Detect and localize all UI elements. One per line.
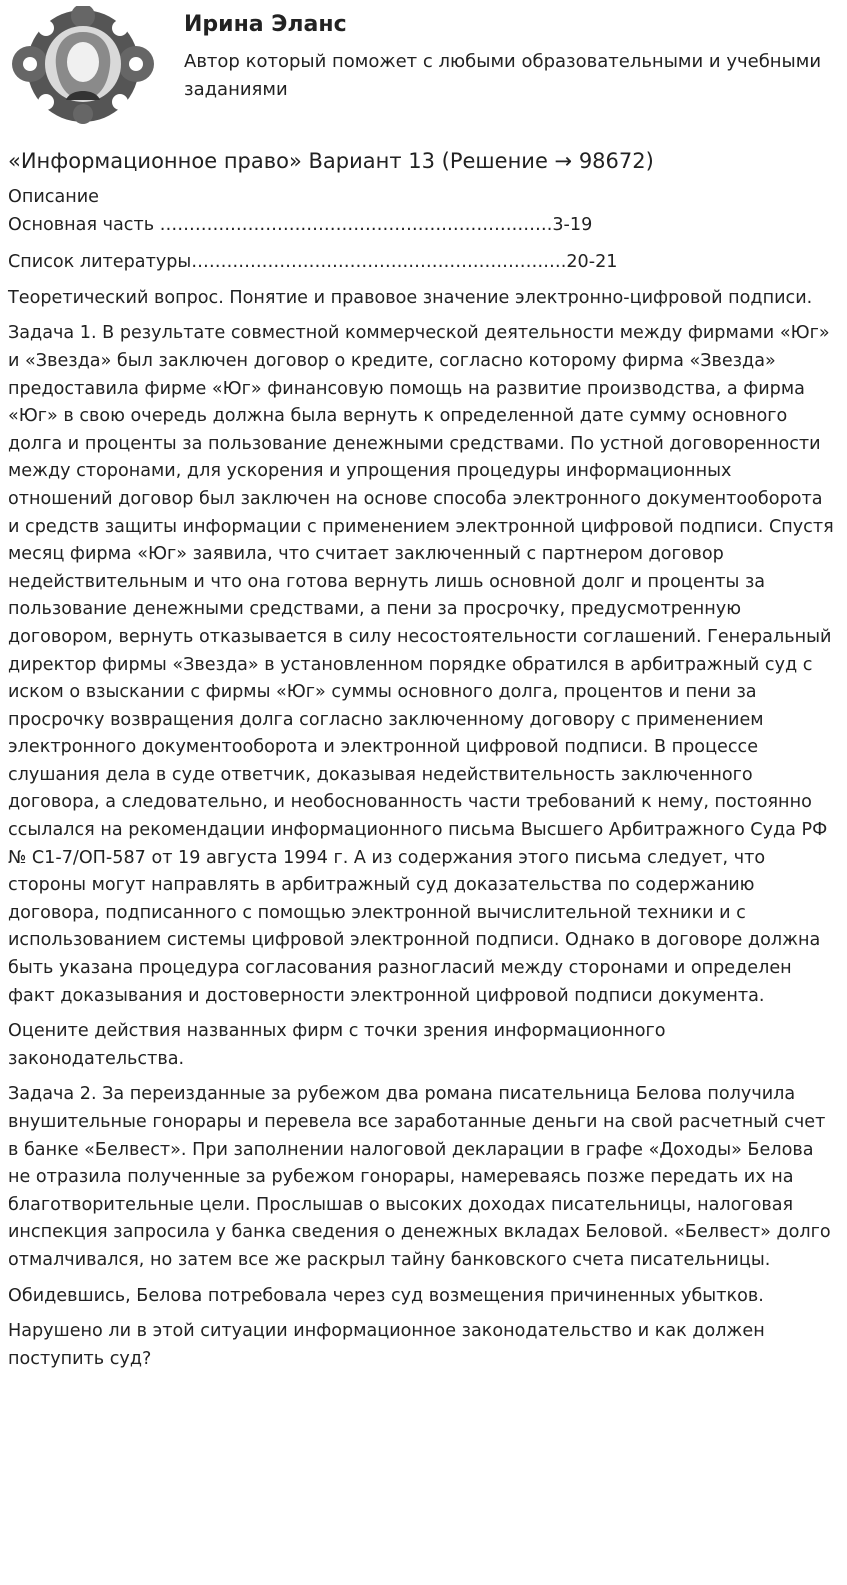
author-header — [0, 0, 847, 130]
task-2-question: Нарушено ли в этой ситуации информационное законодательство и как должен поступить суд? — [8, 1321, 765, 1369]
task-2: Задача 2. За переизданные за рубежом два романа писательница Белова получила внушительные гонорары и перевела все заработанные деньги на свой расчетный счет в банке «Белвест». При заполнении налоговой декларации в графе «Доходы» Белова не отразила полученные за рубежом гонорары, намереваясь позже передать их на благотворительные цели. Прослышав о высоких доходах писательницы, налоговая инспекция запросила у банка сведения о денежных вкладах Беловой. «Белвест» долго отмалчивался, но затем все же раскрыл тайну банковского счета писательницы. — [8, 1084, 831, 1270]
toc-item-references: Список литературы……………………………………………………….20-21 — [8, 252, 618, 273]
description-label: Описание — [8, 187, 100, 207]
task-1: Задача 1. В результате совместной коммерческой деятельности между фирмами «Юг» и «Звезда» был заключен договор о кредите, согласно которому фирма «Звезда» предоставила фирме «Юг» финансовую помощь на развитие производства, а фирма «Юг» в свою очередь должна была вернуть к определенной дате сумму основного долга и проценты за пользование денежными средствами. По устной договоренности между сторонами, для ускорения и упрощения процедуры информационных отношений договор был заключен на основе способа электронного документооборота и средств защиты информации с применением электронной цифровой подписи. Спустя месяц фирма «Юг» заявила, что считает заключенный с партнером договор недействительным и что она готова вернуть лишь основной долг и проценты за пользование денежными средствами, а пени за просрочку, предусмотренную договором, вернуть отказывается в силу несостоятельности соглашений. Генеральный директор фирмы «Звезда» в установленном порядке обратился в арбитражный суд с иском о взыскании с фирмы «Юг» суммы основного долга, процентов и пени за просрочку возвращения долга согласно заключенному договору с применением электронного документооборота и электронной цифровой подписи. В процессе слушания дела в суде ответчик, доказывая недействительность заключенного договора, а следовательно, и необоснованность части требований к нему, постоянно ссылался на рекомендации информационного письма Высшего Арбитражного Суда РФ № С1-7/ОП-587 от 19 августа 1994 г. А из содержания этого письма следует, что стороны могут направлять в арбитражный суд доказательства по содержанию договора, подписанного с помощью электронной вычислительной техники и с использованием системы цифровой электронной подписи. Однако в договоре должна быть указана процедура согласования разногласий между сторонами и определен факт доказывания и достоверности электронной цифровой подписи документа. — [8, 323, 834, 1006]
toc-item-main: Основная часть ………………………………………………………….3-19 — [8, 214, 593, 235]
author-description: Автор который поможет с любыми образовательными и учебными заданиями — [184, 51, 822, 100]
task-1-question: Оцените действия названных фирм с точки зрения информационного законодательства. — [8, 1021, 666, 1069]
document-body — [8, 184, 836, 1381]
task-2-continuation: Обидевшись, Белова потребовала через суд возмещения причиненных убытков. — [8, 1285, 764, 1306]
author-name: Ирина Эланс — [184, 12, 347, 37]
document-title: «Информационное право» Вариант 13 (Решение → 98672) — [8, 149, 654, 173]
author-avatar — [8, 6, 158, 124]
theory-question: Теоретический вопрос. Понятие и правовое значение электронно-цифровой подписи. — [8, 287, 813, 308]
